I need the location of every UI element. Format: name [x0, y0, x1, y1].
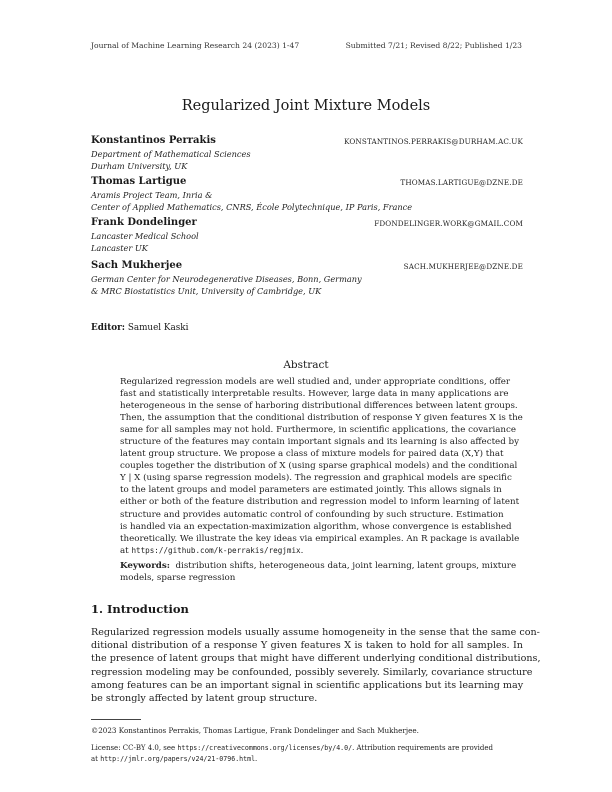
- abstract-line: fast and statistically interpretable results. However, large data in many applications are: [120, 389, 509, 400]
- editor-label: Editor:: [91, 323, 126, 333]
- abstract-last-line-prefix: at: [120, 545, 132, 556]
- author-affiliation: German Center for Neurodegenerative Diseases, Bonn, Germany: [91, 274, 362, 284]
- abstract-line: theoretically. We illustrate the key ideas via empirical examples. An R package is available: [120, 533, 520, 544]
- keywords-text: distribution shifts, heterogeneous data, joint learning, latent groups, mixture: [175, 561, 517, 571]
- license-middle: . Attribution requirements are provided: [352, 744, 494, 752]
- abstract-last-line-suffix: .: [300, 545, 304, 556]
- author-affiliation: Center of Applied Mathematics, CNRS, École Polytechnique, IP Paris, France: [91, 202, 413, 213]
- abstract-last-line: [120, 545, 493, 557]
- abstract-line: latent group structure. We propose a class of mixture models for paired data (X,Y) that: [120, 449, 504, 460]
- abstract-line: structure of the features may contain important signals and its learning is also affected by: [120, 437, 519, 448]
- author-name: Konstantinos Perrakis: [91, 135, 216, 146]
- editor-name: Samuel Kaski: [127, 323, 189, 333]
- author-name: Frank Dondelinger: [91, 217, 197, 228]
- author-block: [91, 217, 523, 255]
- paper-title: Regularized Joint Mixture Models: [181, 98, 431, 114]
- intro-line: Regularized regression models usually assume homogeneity in the sense that the same con-: [91, 627, 540, 638]
- author-block: [91, 260, 523, 298]
- abstract-line: Regularized regression models are well studied and, under appropriate conditions, offer: [120, 377, 511, 387]
- intro-line: be strongly affected by latent group structure.: [91, 693, 318, 705]
- abstract-heading: Abstract: [283, 359, 329, 371]
- abstract-line: to the latent groups and model parameters are estimated jointly. This allows signals in: [120, 485, 502, 496]
- abstract-line: Y | X (using sparse regression models). The regression and graphical models are specific: [120, 473, 512, 484]
- author-affiliation: & MRC Biostatistics Unit, University of Cambridge, UK: [91, 286, 322, 297]
- abstract-line: either or both of the feature distribution and regression model to inform learning of latent: [120, 497, 520, 508]
- license-end: .: [255, 755, 258, 763]
- author-email[interactable]: KONSTANTINOS.PERRAKIS@DURHAM.AC.UK: [344, 137, 523, 146]
- intro-line: regression modeling may be confounded, possibly severely. Similarly, covariance structure: [91, 666, 533, 678]
- keywords-text-continued: models, sparse regression: [120, 573, 236, 583]
- author-affiliation: Lancaster UK: [91, 243, 148, 254]
- submission-dates: Submitted 7/21; Revised 8/22; Published 1/23: [345, 41, 522, 50]
- author-affiliation: Durham University, UK: [91, 161, 188, 172]
- author-email[interactable]: SACH.MUKHERJEE@DZNE.DE: [403, 262, 523, 271]
- license-notice: [91, 743, 523, 765]
- intro-line: ditional distribution of a response Y given features X is taken to hold for all samples. In: [91, 640, 523, 652]
- license-url-link[interactable]: https://creativecommons.org/licenses/by/4.0/: [177, 744, 353, 752]
- copyright-notice: ©2023 Konstantinos Perrakis, Thomas Lartigue, Frank Dondelinger and Sach Mukherjee.: [91, 726, 419, 735]
- author-affiliation: Department of Mathematical Sciences: [91, 149, 251, 159]
- abstract-text: [120, 376, 523, 557]
- intro-line: among features can be an important signal in scientific applications but its learning may: [91, 679, 524, 691]
- section-heading: 1. Introduction: [91, 602, 189, 616]
- intro-paragraph: [91, 626, 541, 705]
- abstract-line: Then, the assumption that the conditional distribution of response Y given features X is the: [120, 413, 523, 424]
- license-at: at: [91, 755, 101, 763]
- intro-line: the presence of latent groups that might have different underlying conditional distributions,: [91, 653, 541, 665]
- author-block: [91, 135, 523, 173]
- author-name: Thomas Lartigue: [91, 176, 187, 187]
- keywords-block: [120, 560, 517, 584]
- license-prefix: License: CC-BY 4.0, see: [91, 744, 178, 752]
- abstract-line: is handled via an expectation-maximization algorithm, whose convergence is established: [120, 521, 512, 532]
- editor-line: [91, 323, 188, 333]
- author-affiliation: Aramis Project Team, Inria &: [91, 190, 213, 200]
- journal-header: Journal of Machine Learning Research 24 (2023) 1-47: [91, 41, 300, 50]
- author-affiliation: Lancaster Medical School: [91, 231, 199, 241]
- abstract-line: same for all samples may not hold. Furthermore, in scientific applications, the covariance: [120, 425, 517, 436]
- abstract-line: structure and provides automatic control of confounding by such structure. Estimation: [120, 509, 504, 520]
- package-url-link[interactable]: https://github.com/k-perrakis/regjmix: [131, 545, 301, 555]
- paper-url-link[interactable]: http://jmlr.org/papers/v24/21-0796.html: [100, 755, 256, 763]
- footnote-rule: [91, 719, 141, 720]
- abstract-line: couples together the distribution of X (using sparse graphical models) and the conditional: [120, 461, 518, 472]
- keywords-label: Keywords:: [120, 561, 170, 571]
- author-block: [91, 176, 523, 214]
- abstract-line: heterogeneous in the sense of harboring distributional differences between latent groups.: [120, 401, 518, 412]
- author-email[interactable]: FDONDELINGER.WORK@GMAIL.COM: [374, 219, 523, 228]
- author-name: Sach Mukherjee: [91, 260, 183, 271]
- author-email[interactable]: THOMAS.LARTIGUE@DZNE.DE: [400, 178, 523, 187]
